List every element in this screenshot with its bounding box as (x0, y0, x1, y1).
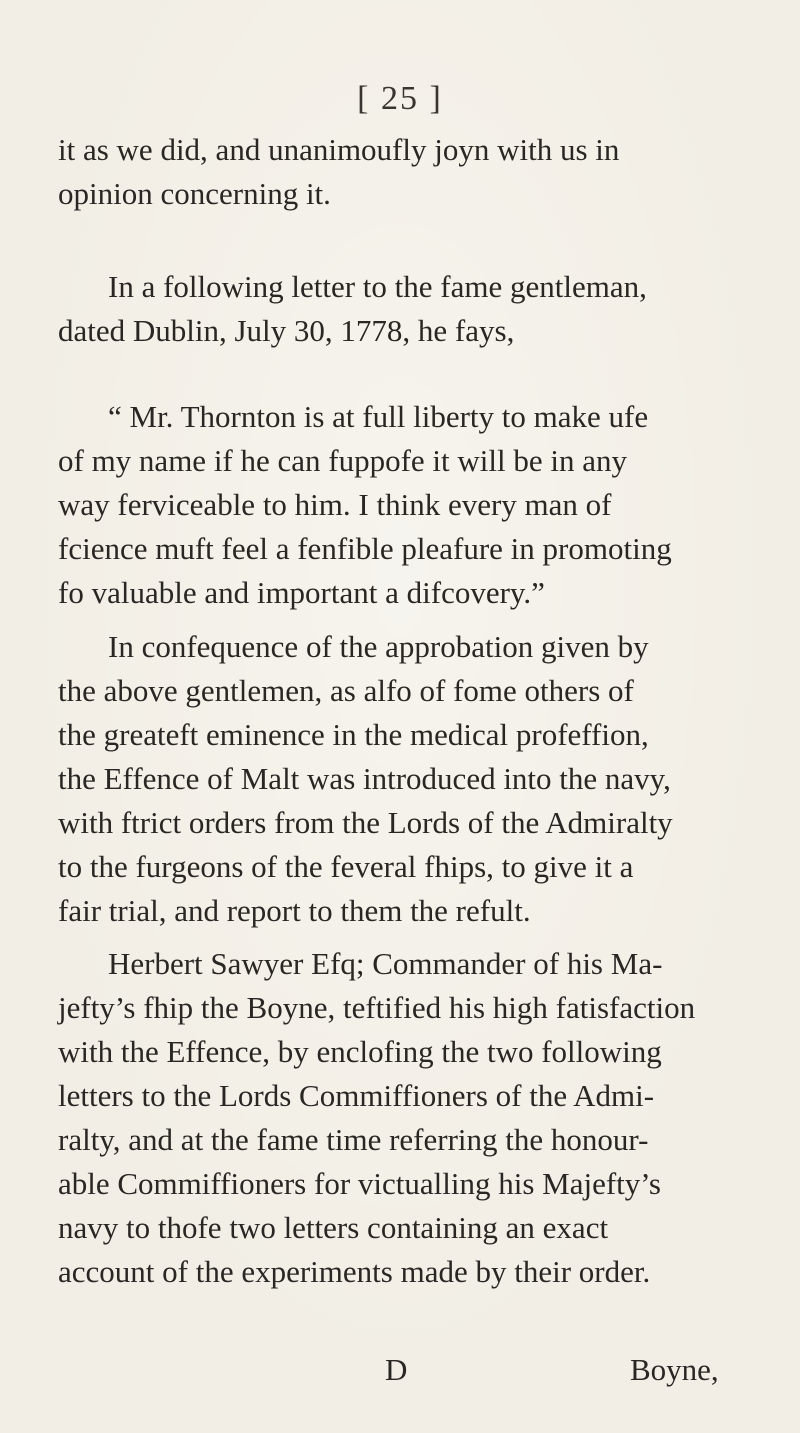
text-line: the Effence of Malt was introduced into the navy, (58, 761, 671, 796)
text-line: with ftrict orders from the Lords of the Admiralty (58, 805, 673, 840)
text-line: it as we did, and unanimoufly joyn with us in (58, 132, 620, 167)
text-line: way ferviceable to him. I think every man of (58, 487, 612, 522)
paragraph-5 (58, 942, 746, 1294)
catchword: Boyne, (630, 1352, 719, 1387)
text-line: fo valuable and important a difcovery.” (58, 575, 545, 610)
text-line: In confequence of the approbation given by (108, 629, 649, 664)
text-line: jefty’s fhip the Boyne, teftified his high fatisfaction (58, 990, 696, 1025)
text-line: Herbert Sawyer Efq; Commander of his Ma- (108, 946, 663, 981)
text-line: fcience muft feel a fenfible pleafure in promoting (58, 531, 672, 566)
text-line: In a following letter to the fame gentleman, (108, 269, 647, 304)
paragraph-3-quotation (58, 395, 746, 615)
text-line: dated Dublin, July 30, 1778, he fays, (58, 313, 515, 348)
paragraph-4 (58, 625, 746, 933)
text-line: ralty, and at the fame time referring the honour- (58, 1122, 649, 1157)
paragraph-2 (58, 265, 746, 353)
text-line: “ Mr. Thornton is at full liberty to make ufe (108, 399, 649, 434)
text-line: of my name if he can fuppofe it will be in any (58, 443, 628, 478)
text-line: to the furgeons of the feveral fhips, to give it a (58, 849, 634, 884)
text-line: opinion concerning it. (58, 176, 331, 211)
text-line: fair trial, and report to them the refult. (58, 893, 531, 928)
text-line: the above gentlemen, as alfo of fome others of (58, 673, 634, 708)
text-line: navy to thofe two letters containing an exact (58, 1210, 609, 1245)
paragraph-1 (58, 128, 746, 216)
text-line: with the Effence, by enclofing the two following (58, 1034, 662, 1069)
text-line: letters to the Lords Commiffioners of the Admi- (58, 1078, 655, 1113)
signature-mark: D (385, 1352, 408, 1387)
text-line: able Commiffioners for victualling his Majefty’s (58, 1166, 661, 1201)
text-line: the greateft eminence in the medical profeffion, (58, 717, 649, 752)
page-number-header: [ 25 ] (357, 80, 443, 117)
text-line: account of the experiments made by their order. (58, 1254, 651, 1289)
